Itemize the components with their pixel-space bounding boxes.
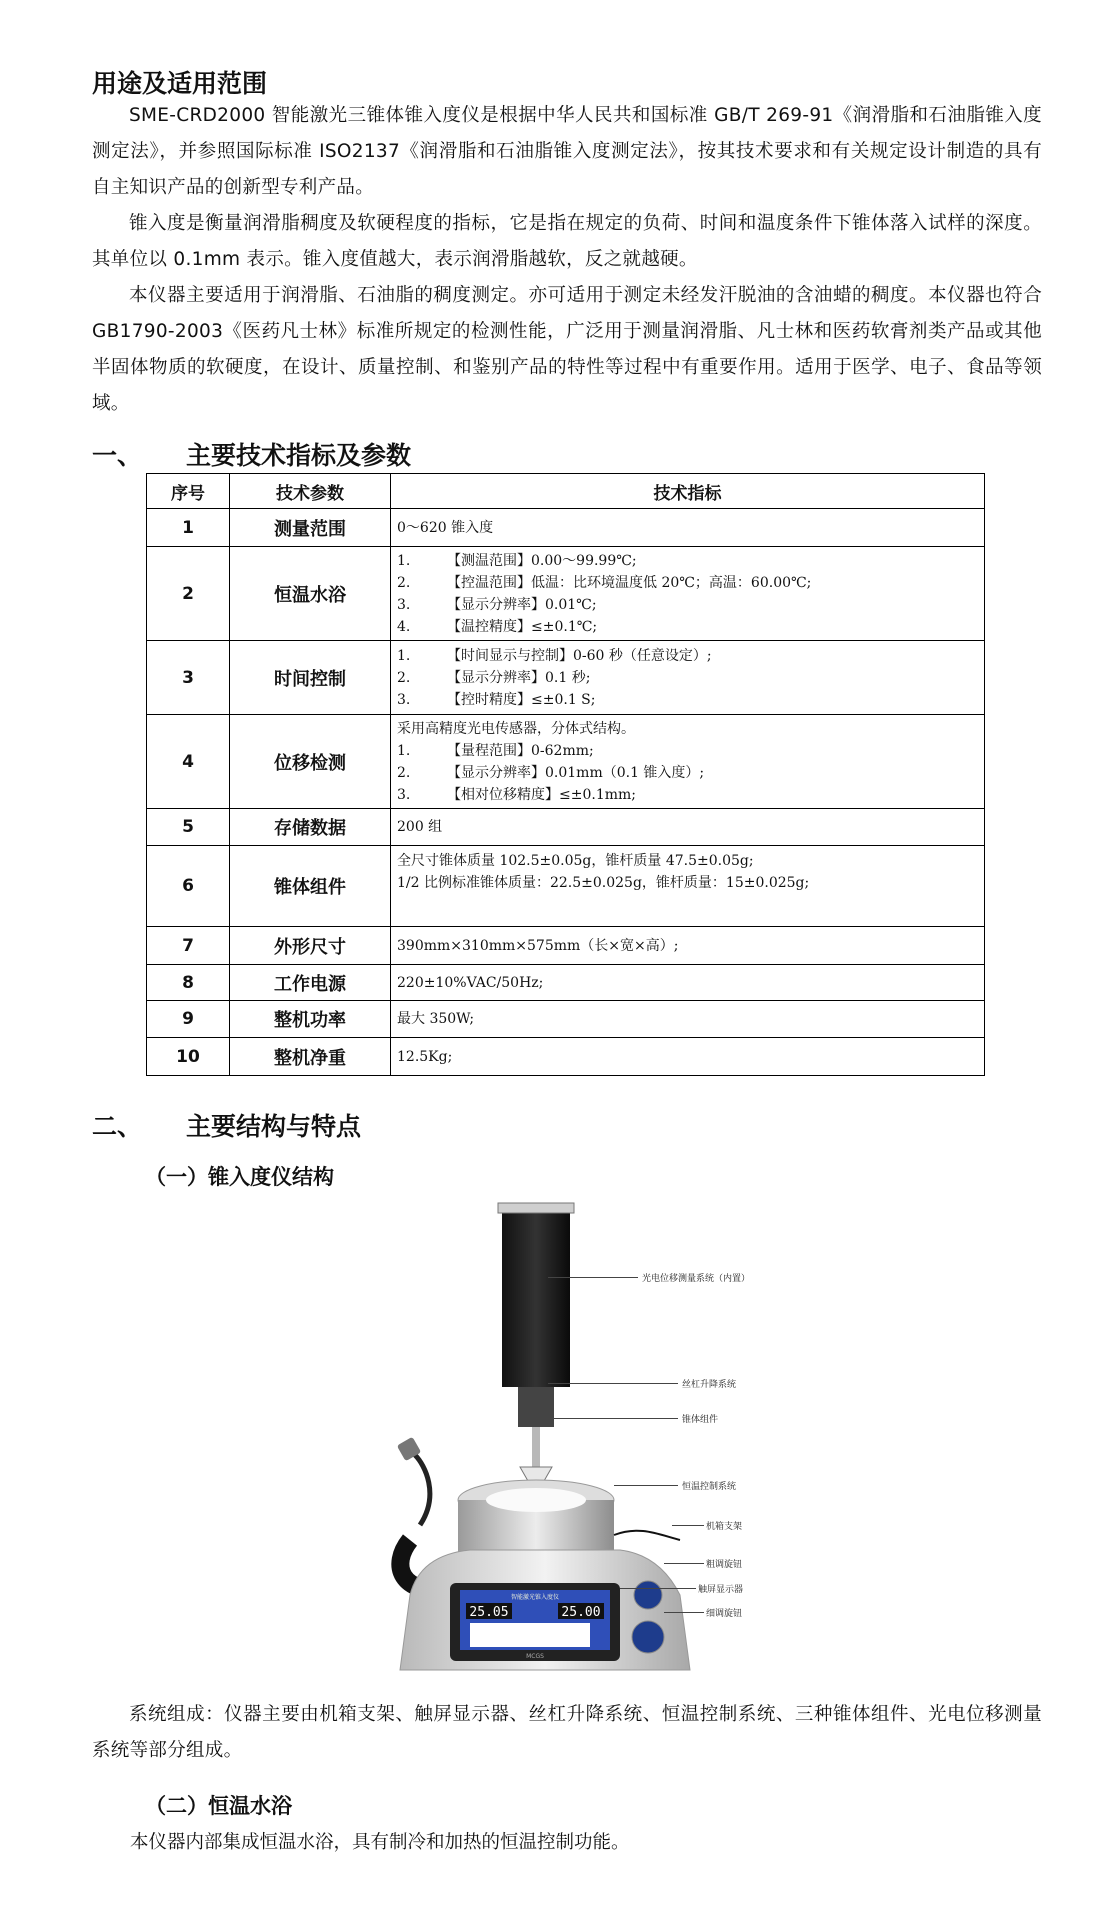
callout-thermostat: 恒温控制系统 [682, 1482, 737, 1492]
header-no: 序号 [147, 474, 230, 509]
row-param: 恒温水浴 [230, 547, 391, 641]
callout-line [552, 1418, 678, 1419]
table-row [147, 715, 985, 809]
callout-cone: 锥体组件 [682, 1415, 719, 1425]
section-title-usage: 用途及适用范围 [92, 69, 268, 98]
spec-value-line [397, 550, 978, 572]
spec-value-line: 220±10%VAC/50Hz; [397, 974, 544, 991]
row-value [391, 1001, 985, 1038]
table-row [147, 1001, 985, 1038]
table-row [147, 641, 985, 715]
spec-value-line [397, 689, 978, 711]
list-text: 【测温范围】0.00～99.99℃; [447, 552, 637, 569]
table-row [147, 1038, 985, 1076]
list-text: 【显示分辨率】0.1 秒; [447, 669, 591, 686]
callout-line [664, 1563, 704, 1564]
callout-fine-knob: 细调旋钮 [706, 1609, 743, 1619]
row-param: 工作电源 [230, 965, 391, 1001]
table-row [147, 509, 985, 547]
spec-value-line: 最大 350W; [397, 1011, 475, 1027]
callout-frame: 机箱支架 [706, 1522, 743, 1532]
spec-value-line [397, 645, 978, 667]
section-title-spec: 主要技术指标及参数 [186, 441, 412, 470]
screen-brand: MCGS [526, 1653, 544, 1660]
row-param: 测量范围 [230, 509, 391, 547]
callout-coarse-knob: 粗调旋钮 [706, 1560, 743, 1570]
screen-reading-right: 25.00 [561, 1605, 601, 1620]
row-value [391, 1038, 985, 1076]
spec-value-line: 1/2 比例标准锥体质量：22.5±0.025g，锥杆质量：15±0.025g; [397, 875, 810, 891]
section-title-structure: 主要结构与特点 [186, 1112, 362, 1141]
callout-touchscreen: 触屏显示器 [698, 1585, 744, 1595]
list-number: 1. [397, 742, 411, 759]
spec-value-line [397, 667, 978, 689]
spec-value-line: 390mm×310mm×575mm（长×宽×高）; [397, 937, 679, 954]
spec-value-line [397, 594, 978, 616]
row-no: 3 [147, 641, 230, 715]
row-param: 时间控制 [230, 641, 391, 715]
table-row [147, 809, 985, 846]
list-number: 3. [397, 786, 411, 803]
row-no: 9 [147, 1001, 230, 1038]
row-no: 4 [147, 715, 230, 809]
subsection-title-structure: （一）锥入度仪结构 [145, 1165, 334, 1189]
spec-value-line: 采用高精度光电传感器，分体式结构。 [397, 720, 635, 737]
list-text: 【量程范围】0-62mm; [447, 742, 594, 759]
row-value [391, 641, 985, 715]
spec-table [146, 473, 985, 1076]
list-number: 3. [397, 691, 411, 708]
row-value [391, 547, 985, 641]
list-number: 4. [397, 618, 411, 635]
spec-value-line: 12.5Kg; [397, 1048, 453, 1065]
list-number: 3. [397, 596, 411, 613]
spec-value-line [397, 762, 978, 784]
usage-paragraph-1: SME-CRD2000 智能激光三锥体锥入度仪是根据中华人民共和国标准 GB/T 269-91《润滑脂和石油脂锥入度测定法》，并参照国际标准 ISO2137《润滑脂和石油脂锥入度测定法》，按其技术要求和有关规定设计制造的具有自主知识产品的创新型专利产品。 [92, 105, 1042, 198]
list-number: 1. [397, 647, 411, 664]
row-param: 外形尺寸 [230, 927, 391, 965]
row-param: 整机净重 [230, 1038, 391, 1076]
row-param: 锥体组件 [230, 846, 391, 927]
row-value [391, 846, 985, 927]
row-no: 5 [147, 809, 230, 846]
list-text: 【控时精度】≤±0.1 S; [447, 691, 596, 708]
row-param: 存储数据 [230, 809, 391, 846]
table-row [147, 927, 985, 965]
row-value [391, 715, 985, 809]
spec-value-line [397, 616, 978, 638]
row-no: 1 [147, 509, 230, 547]
screen-reading-left: 25.05 [469, 1605, 509, 1620]
bath-description: 本仪器内部集成恒温水浴，具有制冷和加热的恒温控制功能。 [130, 1832, 630, 1853]
row-value [391, 927, 985, 965]
list-text: 【显示分辨率】0.01℃; [447, 596, 597, 613]
list-text: 【相对位移精度】≤±0.1mm; [447, 786, 636, 803]
usage-body [92, 98, 1042, 422]
row-no: 8 [147, 965, 230, 1001]
table-row [147, 846, 985, 927]
callout-photoelectric: 光电位移测量系统（内置） [642, 1274, 751, 1284]
list-number: 2. [397, 574, 411, 591]
spec-value-line [397, 572, 978, 594]
callout-line [548, 1277, 638, 1278]
header-value: 技术指标 [391, 474, 985, 509]
figure-caption [92, 1697, 1042, 1769]
list-number: 2. [397, 764, 411, 781]
row-value [391, 965, 985, 1001]
row-value [391, 509, 985, 547]
row-no: 6 [147, 846, 230, 927]
spec-value-line: 200 组 [397, 819, 443, 835]
spec-value-line [397, 784, 978, 806]
row-param: 整机功率 [230, 1001, 391, 1038]
usage-paragraph-2: 锥入度是衡量润滑脂稠度及软硬程度的指标，它是指在规定的负荷、时间和温度条件下锥体落入试样的深度。其单位以 0.1mm 表示。锥入度值越大，表示润滑脂越软，反之就越硬。 [92, 213, 1042, 270]
screen-title: 智能激光锥入度仪 [510, 1594, 560, 1601]
spec-value-line: 0～620 锥入度 [397, 519, 494, 536]
callout-line [614, 1485, 678, 1486]
spec-table-header [147, 474, 985, 509]
list-number: 1. [397, 552, 411, 569]
subsection-title-bath: （二）恒温水浴 [145, 1794, 292, 1818]
list-text: 【时间显示与控制】0-60 秒（任意设定）; [447, 647, 712, 664]
callout-line [672, 1525, 704, 1526]
section-number-structure: 二、 [92, 1112, 143, 1141]
row-value [391, 809, 985, 846]
spec-value-line [397, 740, 978, 762]
callout-line [548, 1383, 678, 1384]
figure-caption-text: 系统组成：仪器主要由机箱支架、触屏显示器、丝杠升降系统、恒温控制系统、三种锥体组件、光电位移测量系统等部分组成。 [92, 1704, 1042, 1761]
row-no: 7 [147, 927, 230, 965]
list-text: 【温控精度】≤±0.1℃; [447, 618, 598, 635]
header-param: 技术参数 [230, 474, 391, 509]
spec-value-line: 全尺寸锥体质量 102.5±0.05g，锥杆质量 47.5±0.05g; [397, 853, 754, 869]
row-no: 2 [147, 547, 230, 641]
list-number: 2. [397, 669, 411, 686]
list-text: 【控温范围】低温：比环境温度低 20℃；高温：60.00℃; [447, 574, 812, 591]
callout-line [664, 1612, 704, 1613]
callout-line [620, 1588, 696, 1589]
table-row [147, 965, 985, 1001]
row-no: 10 [147, 1038, 230, 1076]
section-number-spec: 一、 [92, 441, 143, 470]
callout-lead-screw: 丝杠升降系统 [682, 1380, 737, 1390]
list-text: 【显示分辨率】0.01mm（0.1 锥入度）; [447, 764, 705, 781]
usage-paragraph-3: 本仪器主要适用于润滑脂、石油脂的稠度测定。亦可适用于测定未经发汗脱油的含油蜡的稠度。本仪器也符合 GB1790-2003《医药凡士林》标准所规定的检测性能，广泛用于测量润滑脂、凡士林和医药软膏剂类产品或其他半固体物质的软硬度，在设计、质量控制、和鉴别产品的特性等过程中有重要作用。适用于医学、电子、食品等领域。 [92, 285, 1042, 414]
table-row [147, 547, 985, 641]
row-param: 位移检测 [230, 715, 391, 809]
